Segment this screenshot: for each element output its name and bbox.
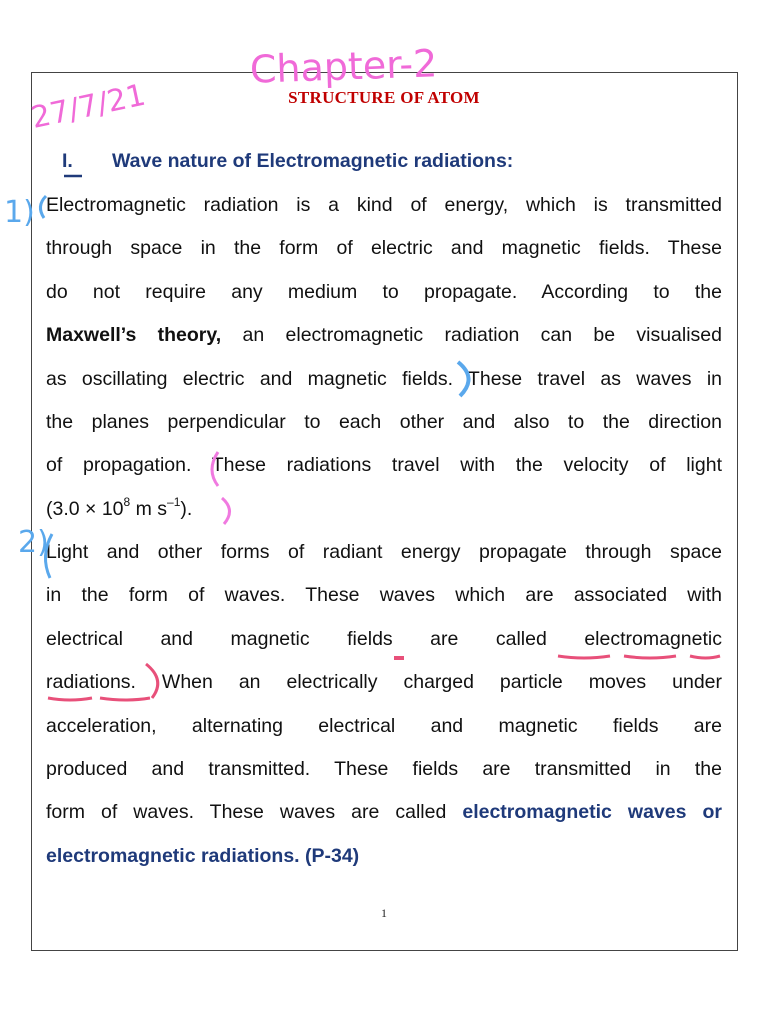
highlight-term: electromagnetic waves or	[462, 801, 722, 824]
text-line: acceleration, alternating electrical and magnetic fields are	[46, 714, 722, 737]
text-line: do not require any medium to propagate. According to the	[46, 280, 722, 303]
text-line: Light and other forms of radiant energy propagate through space	[46, 541, 722, 563]
text-span: (3.0 × 10	[46, 497, 124, 520]
handwritten-date: 27/7/21	[28, 77, 149, 136]
text-span: form of waves. These waves are called	[46, 801, 463, 824]
text-line: as oscillating electric and magnetic fields. These travel as waves in	[46, 367, 722, 390]
text-line	[46, 314, 722, 357]
paragraph-2	[46, 531, 722, 878]
exponent: –1	[167, 495, 181, 510]
exponent: 8	[123, 495, 131, 510]
text-line: Electromagnetic radiation is a kind of energy, which is transmitted	[46, 194, 722, 216]
text-line: of propagation. These radiations travel with the velocity of light	[46, 454, 722, 477]
bold-term: Maxwell’s theory,	[46, 324, 222, 347]
text-line: the planes perpendicular to each other and also to the direction	[46, 410, 722, 433]
text-line: electrical and magnetic fields are called electromagnetic	[46, 627, 722, 650]
document-title: STRUCTURE OF ATOM	[288, 88, 480, 107]
paragraph-1	[46, 184, 722, 531]
highlight-term: electromagnetic radiations. (P-34)	[46, 844, 360, 867]
text-span: ).	[180, 497, 193, 520]
section-title: Wave nature of Electromagnetic radiations:	[112, 150, 514, 172]
handwritten-marker-2: 2)	[18, 525, 49, 560]
text-line: through space in the form of electric and magnetic fields. These	[46, 237, 722, 260]
handwritten-marker-1: 1)	[4, 195, 35, 230]
text-line	[46, 791, 722, 834]
text-line: produced and transmitted. These fields are transmitted in the	[46, 757, 722, 780]
page-number: 1	[381, 906, 387, 920]
text-line	[46, 488, 722, 531]
section-heading	[62, 150, 513, 173]
text-line	[46, 835, 722, 878]
section-number: I.	[62, 150, 73, 172]
text-line: radiations. When an electrically charged particle moves under	[46, 671, 722, 694]
handwritten-chapter: Chapter-2	[249, 41, 438, 92]
text-line: in the form of waves. These waves which are associated with	[46, 584, 722, 607]
text-span: m s	[130, 497, 168, 520]
text-span: an electromagnetic radiation can be visualised	[221, 324, 722, 347]
